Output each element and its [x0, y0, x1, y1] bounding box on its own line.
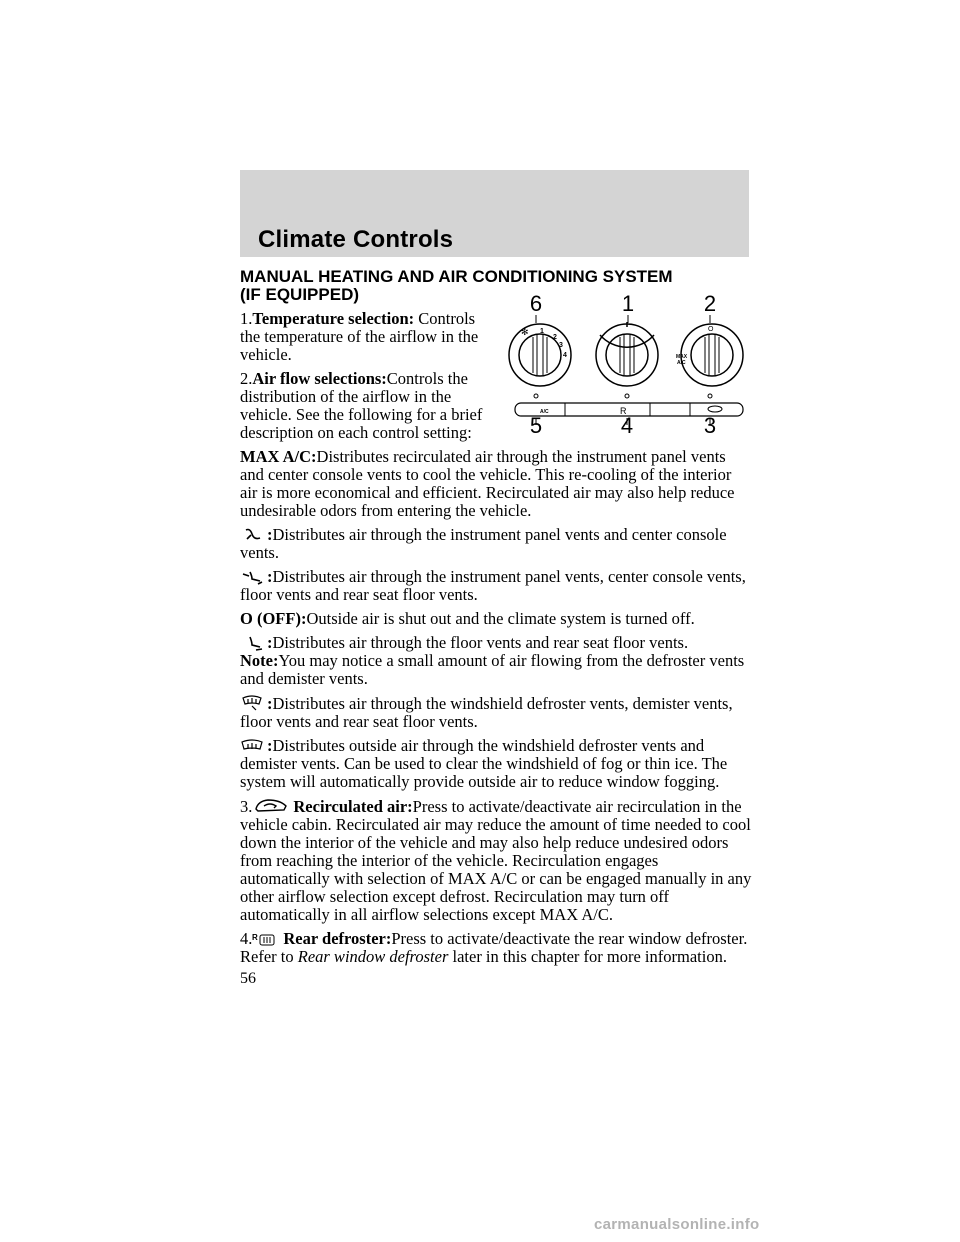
panel-floor-icon: [240, 569, 264, 585]
item-temperature: 1.Temperature selection: Controls the temperature of the airflow in the vehicle.: [240, 309, 479, 364]
svg-text:R: R: [252, 933, 259, 942]
panel-vent-icon: [240, 527, 264, 543]
recirculation-icon: [252, 797, 290, 815]
svg-text:A/C: A/C: [677, 360, 686, 366]
rear-defroster-reference: Rear window defroster: [297, 947, 449, 966]
floor-defrost-icon: [240, 694, 264, 712]
floor-vent-icon: [240, 635, 264, 651]
item-floor: :Distributes air through the floor vents and rear seat floor vents. Note:You may notice a small amount of air flowing from the defroster vents and demister vents.: [240, 633, 745, 688]
item-rear-defroster: 4. R Rear defroster:Press to activate/deactivate the rear window defroster. Refer to Rear window defroster later in this chapter for more information.: [240, 929, 748, 966]
page-title: Climate Controls: [258, 226, 454, 253]
item-off: O (OFF):Outside air is shut out and the climate system is turned off.: [240, 609, 695, 628]
callout-6: 6: [529, 291, 543, 316]
ac-button[interactable]: A/C: [540, 409, 549, 415]
item-recirculation: 3. Recirculated air:Press to activate/deactivate air recirculation in the vehicle cabin. Recirculated air may reduce the amount of time needed to cool down the interior of the vehicle and may also help reduce undesired odors from reaching the interior of the vehicle. Recirculation engages automatically with selection of MAX A/C or can be engaged manually in any other airflow selection except defrost. Recirculation may turn off automatically in all airflow selections except MAX A/C.: [240, 797, 752, 924]
fan-icon: ✻: [521, 328, 529, 338]
svg-text:3: 3: [559, 342, 563, 349]
item-max-ac: MAX A/C:Distributes recirculated air through the instrument panel vents and center console vents to cool the vehicle. This re-cooling of the interior air is more economical and efficient. Recirculated air may also help reduce undesirable odors from entering the vehicle.: [240, 447, 735, 520]
callout-4: 4: [620, 413, 634, 433]
item-defrost: :Distributes outside air through the windshield defroster vents and demister vents. Can be used to clear the windshield of fog or thin ice. The system will automatically provide outside air to reduce window fogging.: [240, 736, 728, 791]
section-header: [240, 170, 749, 257]
callout-2: 2: [703, 291, 717, 316]
defrost-icon: [240, 738, 264, 754]
svg-text:2: 2: [553, 334, 557, 341]
section-heading: MANUAL HEATING AND AIR CONDITIONING SYSTEM (IF EQUIPPED): [240, 267, 673, 304]
callout-5: 5: [529, 413, 543, 433]
callout-1: 1: [621, 291, 635, 316]
page-number: 56: [240, 970, 256, 987]
item-airflow: 2.Air flow selections:Controls the distribution of the airflow in the vehicle. See the following for a brief description on each control setting:: [240, 369, 483, 442]
item-panel-floor: :Distributes air through the instrument panel vents, center console vents, floor vents and rear seat floor vents.: [240, 567, 746, 604]
svg-text:MAX: MAX: [676, 354, 688, 360]
footer-watermark: carmanualsonline.info: [594, 1216, 760, 1233]
rear-defrost-button[interactable]: R: [620, 406, 627, 416]
svg-text:1: 1: [540, 328, 544, 335]
main-content: [240, 268, 752, 972]
svg-text:4: 4: [563, 352, 567, 359]
callout-3: 3: [703, 413, 717, 433]
item-floor-defrost: :Distributes air through the windshield defroster vents, demister vents, floor vents and rear seat floor vents.: [240, 694, 733, 731]
rear-defrost-icon: [252, 931, 280, 947]
off-mark: O: [708, 326, 714, 333]
item-panel: :Distributes air through the instrument panel vents and center console vents.: [240, 525, 727, 562]
